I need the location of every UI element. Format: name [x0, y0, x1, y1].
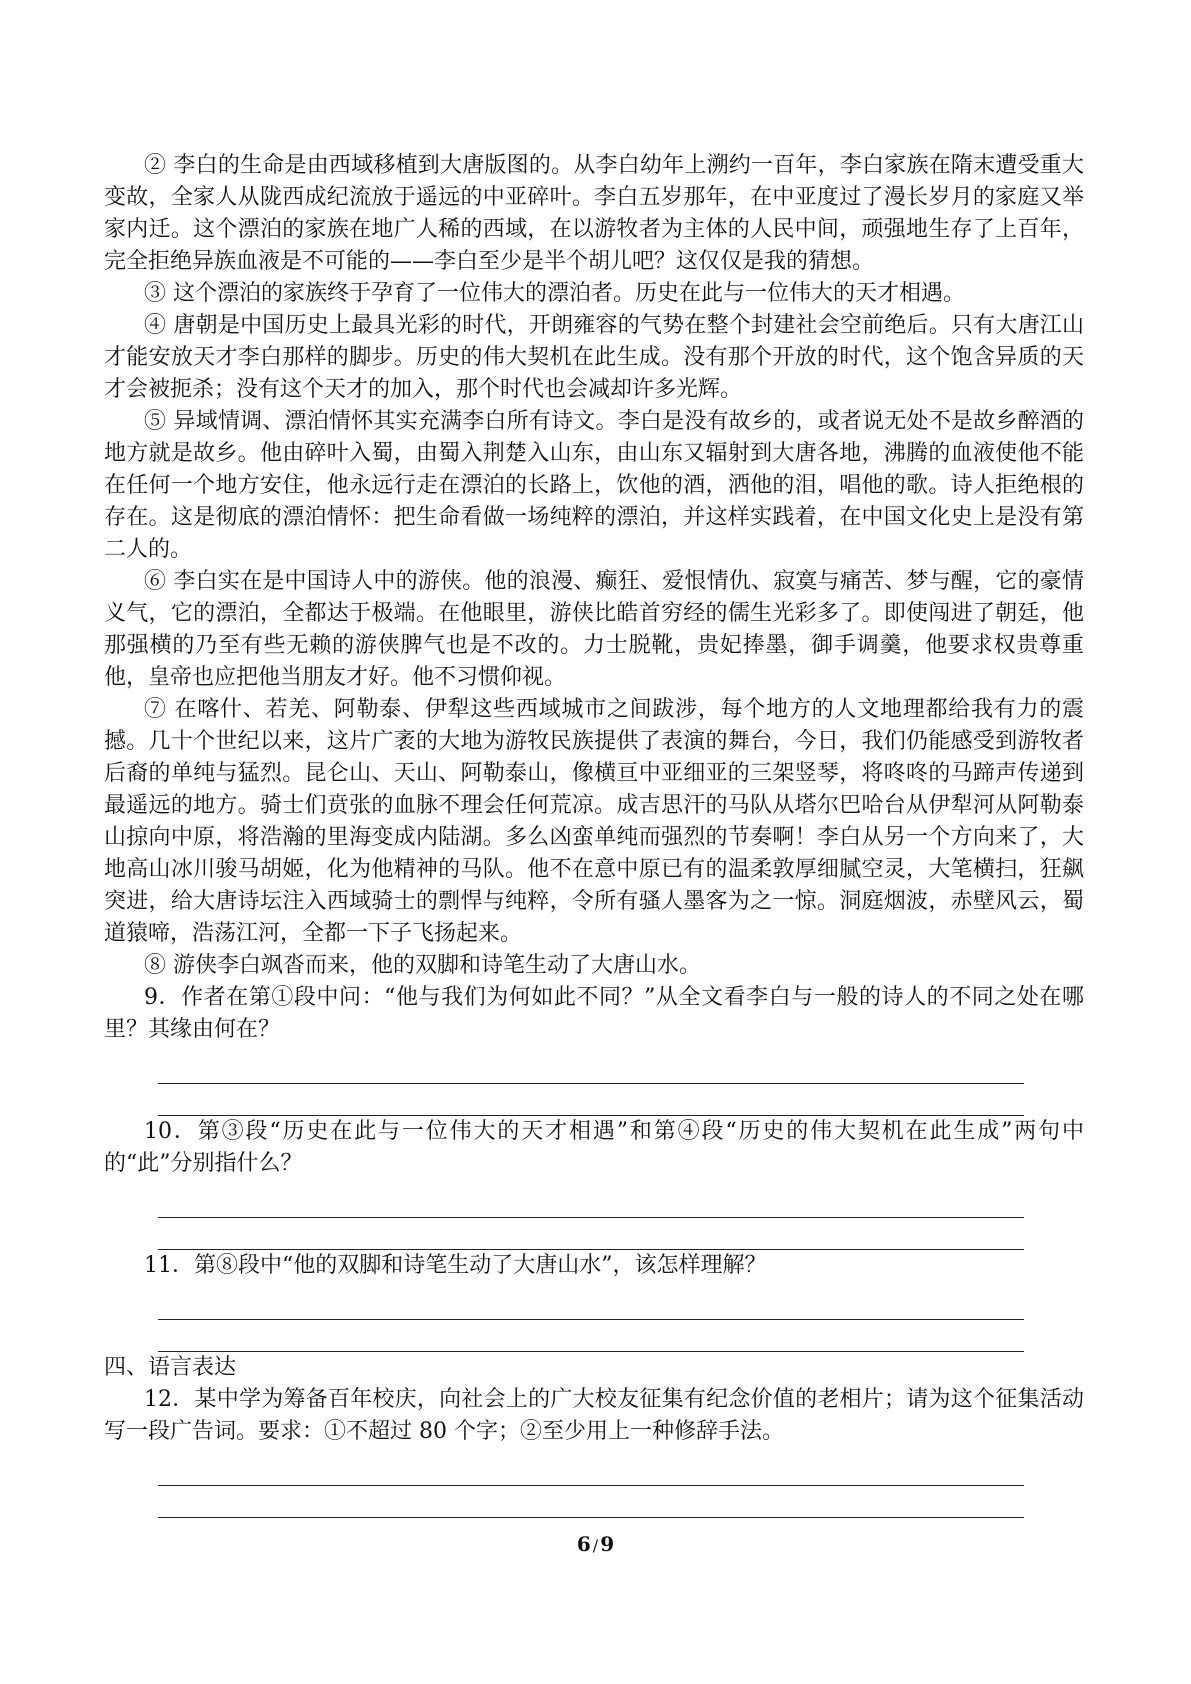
question-12: 12．某中学为筹备百年校庆，向社会上的广大校友征集有纪念价值的老相片；请为这个征集活动写一段广告词。要求：①不超过 80 个字；②至少用上一种修辞手法。	[104, 1387, 1084, 1444]
answer-line[interactable]	[158, 1186, 1024, 1218]
total-page-count: 9	[600, 1532, 615, 1556]
section-heading-language-expression: 四、语言表达	[104, 1355, 237, 1380]
page-number	[0, 1532, 1191, 1556]
paragraph-5: ⑤ 异域情调、漂泊情怀其实充满李白所有诗文。李白是没有故乡的，或者说无处不是故乡醉酒的地方就是故乡。他由碎叶入蜀，由蜀入荆楚入山东，由山东又辐射到大唐各地，沸腾的血液使他不能在任何一个地方安住，他永远行走在漂泊的长路上，饮他的酒，洒他的泪，唱他的歌。诗人拒绝根的存在。这是彻底的漂泊情怀：把生命看做一场纯粹的漂泊，并这样实践着，在中国文化史上是没有第二人的。	[104, 409, 1084, 562]
answer-line[interactable]	[158, 1218, 1024, 1250]
paragraph-6: ⑥ 李白实在是中国诗人中的游侠。他的浪漫、癫狂、爱恨情仇、寂寞与痛苦、梦与醒，它的豪情义气，它的漂泊，全都达于极端。在他眼里，游侠比皓首穷经的儒生光彩多了。即使闯进了朝廷，他那强横的乃至有些无赖的游侠脾气也是不改的。力士脱靴，贵妃捧墨，御手调羹，他要求权贵尊重他，皇帝也应把他当朋友才好。他不习惯仰视。	[104, 569, 1084, 690]
answer-line[interactable]	[158, 1320, 1024, 1352]
answer-line[interactable]	[158, 1486, 1024, 1518]
document-page	[104, 150, 1084, 1518]
paragraph-3: ③ 这个漂泊的家族终于孕育了一位伟大的漂泊者。历史在此与一位伟大的天才相遇。	[144, 281, 965, 306]
paragraph-7: ⑦ 在喀什、若羌、阿勒泰、伊犁这些西域城市之间跋涉，每个地方的人文地理都给我有力的震撼。几十个世纪以来，这片广袤的大地为游牧民族提供了表演的舞台，今日，我们仍能感受到游牧者后裔的单纯与猛烈。昆仑山、天山、阿勒泰山，像横亘中亚细亚的三架竖琴，将咚咚的马蹄声传递到最遥远的地方。骑士们贲张的血脉不理会任何荒凉。成吉思汗的马队从塔尔巴哈台从伊犁河从阿勒泰山掠向中原，将浩瀚的里海变成内陆湖。多么凶蛮单纯而强烈的节奏啊！李白从另一个方向来了，大地高山冰川骏马胡姬，化为他精神的马队。他不在意中原已有的温柔敦厚细腻空灵，大笔横扫，狂飙突进，给大唐诗坛注入西域骑士的剽悍与纯粹，令所有骚人墨客为之一惊。洞庭烟波，赤壁风云，蜀道猿啼，浩荡江河，全都一下子飞扬起来。	[104, 697, 1084, 946]
answer-line[interactable]	[158, 1288, 1024, 1320]
answer-line[interactable]	[158, 1052, 1024, 1084]
question-11: 11．第⑧段中“他的双脚和诗笔生动了大唐山水”，该怎样理解？	[144, 1253, 767, 1278]
question-10: 10．第③段“历史在此与一位伟大的天才相遇”和第④段“历史的伟大契机在此生成”两句中的“此”分别指什么？	[104, 1119, 1084, 1176]
paragraph-4: ④ 唐朝是中国历史上最具光彩的时代，开朗雍容的气势在整个封建社会空前绝后。只有大唐江山才能安放天才李白那样的脚步。历史的伟大契机在此生成。没有那个开放的时代，这个饱含异质的天才会被扼杀；没有这个天才的加入，那个时代也会减却许多光辉。	[104, 313, 1084, 402]
paragraph-2: ② 李白的生命是由西域移植到大唐版图的。从李白幼年上溯约一百年，李白家族在隋末遭受重大变故，全家人从陇西成纪流放于遥远的中亚碎叶。李白五岁那年，在中亚度过了漫长岁月的家庭又举家内迁。这个漂泊的家族在地广人稀的西域，在以游牧者为主体的人民中间，顽强地生存了上百年，完全拒绝异族血液是不可能的——李白至少是半个胡儿吧？这仅仅是我的猜想。	[104, 153, 1084, 274]
current-page-number: 6	[576, 1532, 591, 1556]
question-9: 9．作者在第①段中问：“他与我们为何如此不同？”从全文看李白与一般的诗人的不同之处在哪里？其缘由何在？	[104, 985, 1084, 1042]
page-number-separator: /	[592, 1536, 599, 1555]
answer-line[interactable]	[158, 1084, 1024, 1116]
paragraph-8: ⑧ 游侠李白飒沓而来，他的双脚和诗笔生动了大唐山水。	[144, 953, 701, 978]
answer-line[interactable]	[158, 1454, 1024, 1486]
